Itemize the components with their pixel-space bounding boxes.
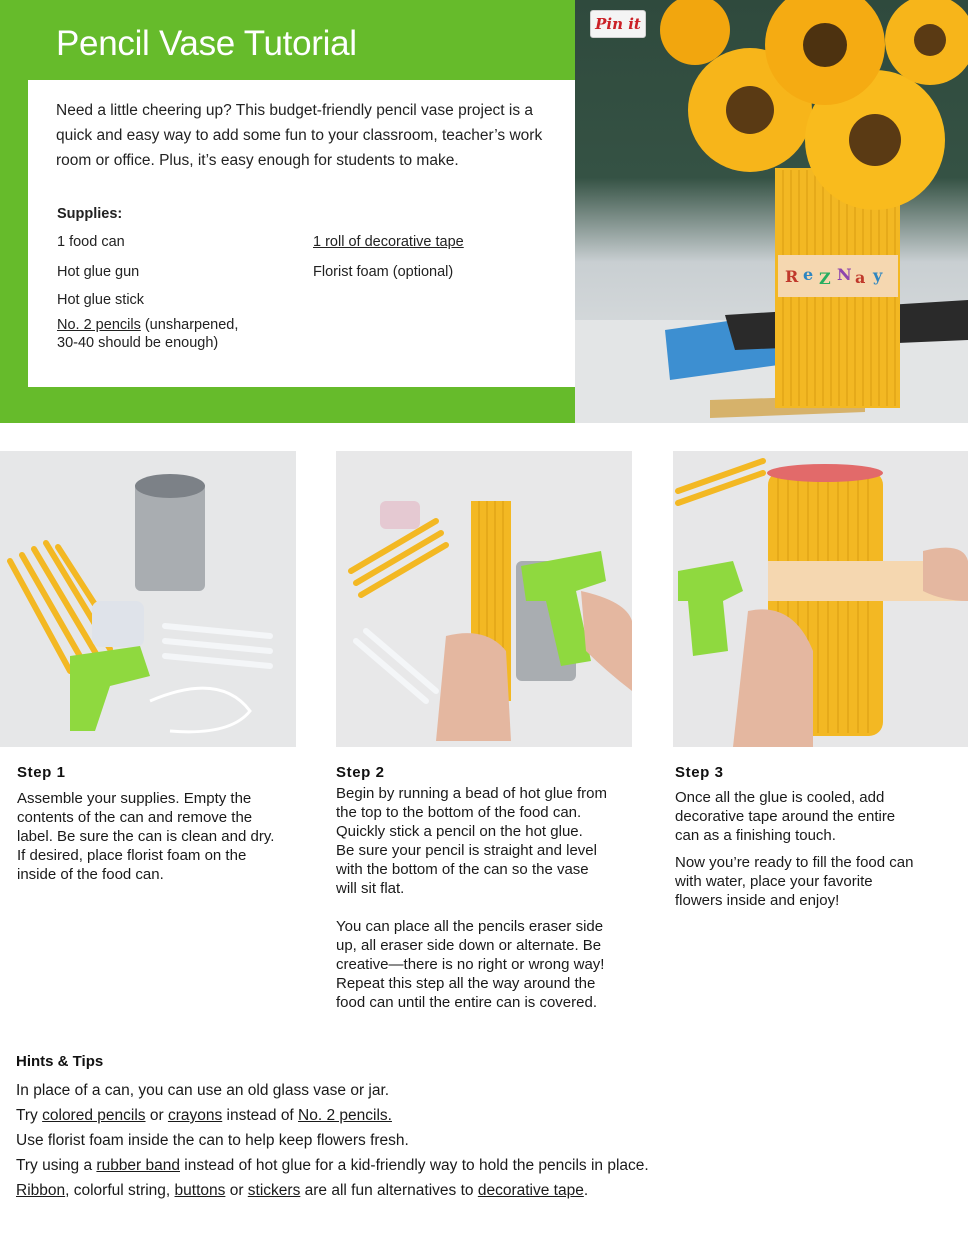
supply-item: Florist foam (optional) [313,264,454,280]
step-1-photo [0,451,296,747]
text-line: flowers inside and enjoy! [675,892,840,909]
hint-text: instead of hot glue for a kid-friendly way to hold the pencils in place. [180,1157,649,1174]
supply-item: 1 food can [57,234,125,250]
text-line: food can until the entire can is covered. [336,994,597,1011]
decorative-tape-link[interactable]: 1 roll of decorative tape [313,234,464,250]
hint-text: Try using a [16,1157,97,1174]
step-1-title: Step 1 [17,764,66,781]
hints-heading: Hints & Tips [16,1053,104,1070]
text-line: creative—there is no right or wrong way! [336,956,605,973]
hint-text: or [145,1107,168,1124]
hint-text: Try [16,1107,43,1124]
hint-text: or [225,1182,248,1199]
paragraph-gap [675,845,913,853]
hero-section [0,0,968,423]
hint-text: instead of [222,1107,299,1124]
crayons-link[interactable]: crayons [167,1107,223,1124]
step-2-title: Step 2 [336,764,385,781]
hint-text: , colorful string, [65,1182,175,1199]
colored-pencils-link[interactable]: colored pencils [42,1107,146,1124]
supply-note: (unsharpened, [140,317,239,333]
svg-text:a: a [855,268,866,287]
text-line: the top to the bottom of the food can. [336,804,582,821]
gluing-illustration [336,451,632,747]
text-line: Begin by running a bead of hot glue from [336,785,608,802]
supplies-heading: Supplies: [57,206,123,222]
supply-item-pencils [57,316,238,352]
text-line: inside of the food can. [17,866,164,883]
text-line: will sit flat. [336,880,405,897]
intro-text: Need a little cheering up? This budget-friendly pencil vase project is a quick and easy way to add some fun to your classroom, teacher’s work room or office. Plus, it’s easy enough for students to make. [56,102,543,169]
pencils-link[interactable]: No. 2 pencils. [298,1107,392,1124]
pencils-link[interactable]: No. 2 pencils [57,317,141,333]
text-line: with the bottom of the can so the vase [336,861,589,878]
supplies-illustration [0,451,296,747]
hint-text: are all fun alternatives to [300,1182,478,1199]
vase-illustration [575,0,968,423]
step-3-photo [673,451,968,747]
text-line: Repeat this step all the way around the [336,975,596,992]
pin-it-button[interactable]: Pin it [590,10,646,38]
paragraph-gap [336,898,607,917]
supply-item: Hot glue stick [57,292,145,308]
step-2-text [336,784,607,1012]
hint-line: In place of a can, you can use an old glass vase or jar. [16,1082,390,1099]
rubber-band-link[interactable]: rubber band [96,1157,180,1174]
text-line: Once all the glue is cooled, add [675,789,885,806]
text-line: label. Be sure the can is clean and dry. [17,828,275,845]
text-line: contents of the can and remove the [17,809,253,826]
text-line: up, all eraser side down or alternate. Be [336,937,602,954]
supply-note: 30-40 should be enough) [57,335,219,351]
step-1-text [17,789,274,884]
text-line: decorative tape around the entire [675,808,896,825]
text-line: You can place all the pencils eraser side [336,918,604,935]
step-2-photo [336,451,632,747]
vase-photo [575,0,968,423]
hint-line [16,1157,649,1175]
stickers-link[interactable]: stickers [247,1182,301,1199]
hint-line: Use florist foam inside the can to help keep flowers fresh. [16,1132,409,1149]
text-line: If desired, place florist foam on the [17,847,247,864]
buttons-link[interactable]: buttons [174,1182,226,1199]
hint-text: . [583,1182,589,1199]
hint-line [16,1107,392,1125]
svg-text:R: R [785,267,799,286]
svg-text:Z: Z [819,269,831,288]
svg-text:e: e [803,265,814,284]
intro-card [28,80,575,387]
page-title: Pencil Vase Tutorial [56,24,357,63]
step-3-title: Step 3 [675,764,724,781]
taping-illustration [673,451,968,747]
step-3-text [675,788,913,910]
supply-item: Hot glue gun [57,264,140,280]
text-line: Be sure your pencil is straight and level [336,842,597,859]
svg-text:N: N [837,265,852,284]
text-line: Quickly stick a pencil on the hot glue. [336,823,583,840]
decorative-tape-link[interactable]: decorative tape [477,1182,584,1199]
text-line: with water, place your favorite [675,873,873,890]
text-line: Assemble your supplies. Empty the [17,790,252,807]
ribbon-link[interactable]: Ribbon [16,1182,66,1199]
text-line: can as a finishing touch. [675,827,836,844]
svg-text:y: y [873,266,883,285]
hint-line [16,1182,588,1200]
text-line: Now you’re ready to fill the food can [675,854,914,871]
